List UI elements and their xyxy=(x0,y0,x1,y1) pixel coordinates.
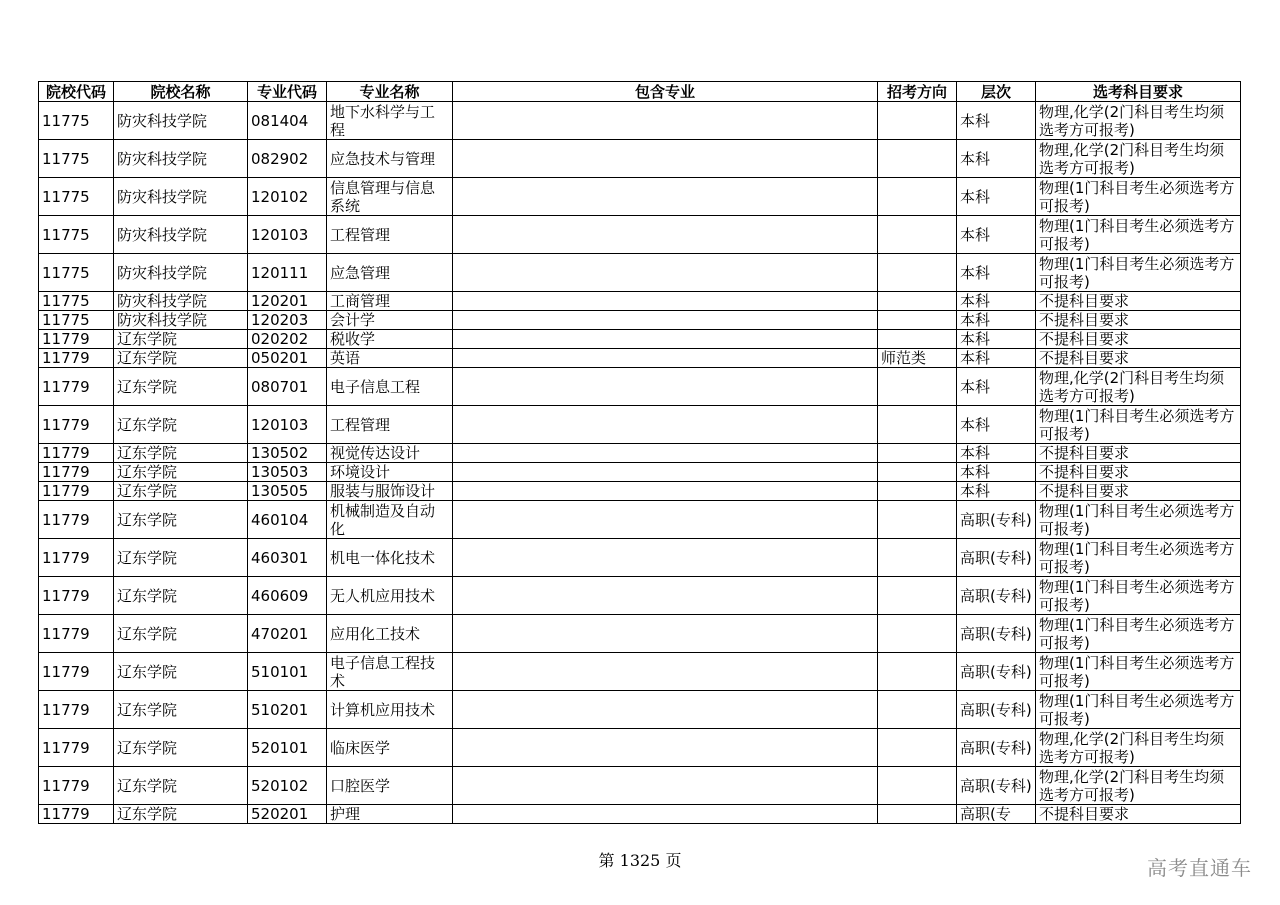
requirement-cell: 物理,化学(2门科目考生均须选考方可报考) xyxy=(1036,140,1241,178)
level-cell: 高职(专科) xyxy=(957,767,1036,805)
direction-cell xyxy=(878,292,957,311)
direction-cell xyxy=(878,691,957,729)
major-code-cell: 081404 xyxy=(248,102,327,140)
direction-cell xyxy=(878,577,957,615)
school-name-cell: 防灾科技学院 xyxy=(114,216,248,254)
requirement-cell: 物理(1门科目考生必须选考方可报考) xyxy=(1036,254,1241,292)
table-row xyxy=(39,444,1241,463)
major-name-cell: 信息管理与信息系统 xyxy=(327,178,453,216)
school-code-cell: 11775 xyxy=(39,102,114,140)
direction-cell xyxy=(878,729,957,767)
requirement-cell: 不提科目要求 xyxy=(1036,349,1241,368)
level-cell: 本科 xyxy=(957,368,1036,406)
requirement-cell: 物理(1门科目考生必须选考方可报考) xyxy=(1036,577,1241,615)
major-name-cell: 环境设计 xyxy=(327,463,453,482)
requirement-cell: 物理(1门科目考生必须选考方可报考) xyxy=(1036,691,1241,729)
direction-cell xyxy=(878,463,957,482)
included-majors-cell xyxy=(453,463,878,482)
included-majors-cell xyxy=(453,216,878,254)
major-code-cell: 470201 xyxy=(248,615,327,653)
school-name-cell: 防灾科技学院 xyxy=(114,178,248,216)
school-name-cell: 辽东学院 xyxy=(114,349,248,368)
school-name-cell: 辽东学院 xyxy=(114,539,248,577)
included-majors-cell xyxy=(453,406,878,444)
school-code-cell: 11779 xyxy=(39,767,114,805)
included-majors-cell xyxy=(453,254,878,292)
school-code-cell: 11779 xyxy=(39,615,114,653)
requirement-cell: 不提科目要求 xyxy=(1036,805,1241,824)
table-row xyxy=(39,463,1241,482)
table-row xyxy=(39,539,1241,577)
included-majors-cell xyxy=(453,539,878,577)
page-number: 第 1325 页 xyxy=(598,851,682,870)
major-code-cell: 120103 xyxy=(248,216,327,254)
direction-cell xyxy=(878,444,957,463)
major-code-cell: 520102 xyxy=(248,767,327,805)
major-name-cell: 电子信息工程技术 xyxy=(327,653,453,691)
major-name-cell: 应急技术与管理 xyxy=(327,140,453,178)
level-cell: 本科 xyxy=(957,406,1036,444)
school-name-cell: 防灾科技学院 xyxy=(114,140,248,178)
school-code-cell: 11775 xyxy=(39,292,114,311)
included-majors-cell xyxy=(453,292,878,311)
header-school-code: 院校代码 xyxy=(39,82,114,102)
level-cell: 本科 xyxy=(957,444,1036,463)
school-code-cell: 11775 xyxy=(39,216,114,254)
level-cell: 本科 xyxy=(957,178,1036,216)
level-cell: 本科 xyxy=(957,482,1036,501)
major-name-cell: 服装与服饰设计 xyxy=(327,482,453,501)
table-row xyxy=(39,406,1241,444)
level-cell: 本科 xyxy=(957,254,1036,292)
level-cell: 本科 xyxy=(957,311,1036,330)
major-name-cell: 工程管理 xyxy=(327,406,453,444)
major-name-cell: 视觉传达设计 xyxy=(327,444,453,463)
header-level: 层次 xyxy=(957,82,1036,102)
major-code-cell: 510101 xyxy=(248,653,327,691)
direction-cell xyxy=(878,805,957,824)
school-code-cell: 11779 xyxy=(39,653,114,691)
school-code-cell: 11779 xyxy=(39,349,114,368)
admission-table xyxy=(38,81,1241,824)
header-included-majors: 包含专业 xyxy=(453,82,878,102)
school-name-cell: 辽东学院 xyxy=(114,406,248,444)
direction-cell xyxy=(878,501,957,539)
table-row xyxy=(39,577,1241,615)
level-cell: 高职(专科) xyxy=(957,653,1036,691)
table-body xyxy=(39,102,1241,824)
table-row xyxy=(39,330,1241,349)
school-code-cell: 11779 xyxy=(39,805,114,824)
major-name-cell: 无人机应用技术 xyxy=(327,577,453,615)
major-code-cell: 080701 xyxy=(248,368,327,406)
level-cell: 本科 xyxy=(957,140,1036,178)
requirement-cell: 不提科目要求 xyxy=(1036,311,1241,330)
major-code-cell: 120111 xyxy=(248,254,327,292)
school-name-cell: 辽东学院 xyxy=(114,463,248,482)
level-cell: 本科 xyxy=(957,330,1036,349)
school-code-cell: 11775 xyxy=(39,140,114,178)
major-name-cell: 税收学 xyxy=(327,330,453,349)
major-code-cell: 020202 xyxy=(248,330,327,349)
requirement-cell: 物理(1门科目考生必须选考方可报考) xyxy=(1036,653,1241,691)
requirement-cell: 物理,化学(2门科目考生均须选考方可报考) xyxy=(1036,368,1241,406)
school-name-cell: 辽东学院 xyxy=(114,368,248,406)
direction-cell: 师范类 xyxy=(878,349,957,368)
major-code-cell: 520201 xyxy=(248,805,327,824)
requirement-cell: 物理(1门科目考生必须选考方可报考) xyxy=(1036,406,1241,444)
direction-cell xyxy=(878,140,957,178)
major-code-cell: 120201 xyxy=(248,292,327,311)
header-major-code: 专业代码 xyxy=(248,82,327,102)
requirement-cell: 不提科目要求 xyxy=(1036,444,1241,463)
direction-cell xyxy=(878,216,957,254)
requirement-cell: 物理(1门科目考生必须选考方可报考) xyxy=(1036,216,1241,254)
school-name-cell: 辽东学院 xyxy=(114,729,248,767)
table-row xyxy=(39,254,1241,292)
school-name-cell: 辽东学院 xyxy=(114,691,248,729)
included-majors-cell xyxy=(453,444,878,463)
school-code-cell: 11779 xyxy=(39,463,114,482)
table-row xyxy=(39,349,1241,368)
direction-cell xyxy=(878,254,957,292)
major-name-cell: 工程管理 xyxy=(327,216,453,254)
requirement-cell: 物理,化学(2门科目考生均须选考方可报考) xyxy=(1036,102,1241,140)
school-code-cell: 11779 xyxy=(39,501,114,539)
school-code-cell: 11779 xyxy=(39,368,114,406)
requirement-cell: 物理(1门科目考生必须选考方可报考) xyxy=(1036,615,1241,653)
school-name-cell: 辽东学院 xyxy=(114,615,248,653)
major-code-cell: 082902 xyxy=(248,140,327,178)
requirement-cell: 不提科目要求 xyxy=(1036,463,1241,482)
level-cell: 高职(专科) xyxy=(957,501,1036,539)
requirement-cell: 物理(1门科目考生必须选考方可报考) xyxy=(1036,501,1241,539)
major-name-cell: 工商管理 xyxy=(327,292,453,311)
school-name-cell: 辽东学院 xyxy=(114,805,248,824)
school-name-cell: 防灾科技学院 xyxy=(114,311,248,330)
included-majors-cell xyxy=(453,330,878,349)
major-code-cell: 130503 xyxy=(248,463,327,482)
school-code-cell: 11779 xyxy=(39,482,114,501)
table-row xyxy=(39,767,1241,805)
school-name-cell: 辽东学院 xyxy=(114,767,248,805)
school-name-cell: 防灾科技学院 xyxy=(114,292,248,311)
watermark: 高考直通车 xyxy=(1147,856,1252,880)
major-name-cell: 口腔医学 xyxy=(327,767,453,805)
table-row xyxy=(39,292,1241,311)
included-majors-cell xyxy=(453,577,878,615)
school-code-cell: 11779 xyxy=(39,330,114,349)
major-code-cell: 130505 xyxy=(248,482,327,501)
direction-cell xyxy=(878,539,957,577)
included-majors-cell xyxy=(453,767,878,805)
direction-cell xyxy=(878,615,957,653)
included-majors-cell xyxy=(453,102,878,140)
major-code-cell: 120203 xyxy=(248,311,327,330)
major-name-cell: 计算机应用技术 xyxy=(327,691,453,729)
header-major-name: 专业名称 xyxy=(327,82,453,102)
header-row xyxy=(39,82,1241,102)
major-code-cell: 050201 xyxy=(248,349,327,368)
school-name-cell: 辽东学院 xyxy=(114,482,248,501)
major-name-cell: 护理 xyxy=(327,805,453,824)
included-majors-cell xyxy=(453,482,878,501)
included-majors-cell xyxy=(453,501,878,539)
school-name-cell: 辽东学院 xyxy=(114,330,248,349)
table-row xyxy=(39,140,1241,178)
school-name-cell: 辽东学院 xyxy=(114,653,248,691)
table-row xyxy=(39,482,1241,501)
requirement-cell: 物理(1门科目考生必须选考方可报考) xyxy=(1036,539,1241,577)
level-cell: 高职(专科) xyxy=(957,729,1036,767)
major-name-cell: 机械制造及自动化 xyxy=(327,501,453,539)
included-majors-cell xyxy=(453,140,878,178)
direction-cell xyxy=(878,653,957,691)
level-cell: 本科 xyxy=(957,216,1036,254)
direction-cell xyxy=(878,330,957,349)
level-cell: 高职(专科) xyxy=(957,577,1036,615)
major-code-cell: 120102 xyxy=(248,178,327,216)
major-name-cell: 应急管理 xyxy=(327,254,453,292)
header-school-name: 院校名称 xyxy=(114,82,248,102)
school-code-cell: 11779 xyxy=(39,729,114,767)
major-name-cell: 地下水科学与工程 xyxy=(327,102,453,140)
school-name-cell: 辽东学院 xyxy=(114,444,248,463)
level-cell: 高职(专科) xyxy=(957,691,1036,729)
school-name-cell: 防灾科技学院 xyxy=(114,254,248,292)
direction-cell xyxy=(878,767,957,805)
school-code-cell: 11775 xyxy=(39,254,114,292)
table-row xyxy=(39,216,1241,254)
school-code-cell: 11779 xyxy=(39,691,114,729)
requirement-cell: 物理,化学(2门科目考生均须选考方可报考) xyxy=(1036,767,1241,805)
included-majors-cell xyxy=(453,368,878,406)
level-cell: 本科 xyxy=(957,102,1036,140)
included-majors-cell xyxy=(453,691,878,729)
table-row xyxy=(39,102,1241,140)
major-code-cell: 120103 xyxy=(248,406,327,444)
school-code-cell: 11779 xyxy=(39,406,114,444)
level-cell: 高职(专 xyxy=(957,805,1036,824)
requirement-cell: 不提科目要求 xyxy=(1036,330,1241,349)
major-code-cell: 460301 xyxy=(248,539,327,577)
school-code-cell: 11775 xyxy=(39,311,114,330)
table-row xyxy=(39,653,1241,691)
included-majors-cell xyxy=(453,615,878,653)
level-cell: 高职(专科) xyxy=(957,615,1036,653)
major-name-cell: 机电一体化技术 xyxy=(327,539,453,577)
school-code-cell: 11779 xyxy=(39,577,114,615)
table-row xyxy=(39,615,1241,653)
major-name-cell: 电子信息工程 xyxy=(327,368,453,406)
major-name-cell: 临床医学 xyxy=(327,729,453,767)
direction-cell xyxy=(878,368,957,406)
school-code-cell: 11775 xyxy=(39,178,114,216)
major-code-cell: 510201 xyxy=(248,691,327,729)
school-name-cell: 辽东学院 xyxy=(114,501,248,539)
table-row xyxy=(39,311,1241,330)
direction-cell xyxy=(878,102,957,140)
requirement-cell: 物理(1门科目考生必须选考方可报考) xyxy=(1036,178,1241,216)
school-code-cell: 11779 xyxy=(39,539,114,577)
table-row xyxy=(39,729,1241,767)
table-row xyxy=(39,501,1241,539)
major-code-cell: 460609 xyxy=(248,577,327,615)
school-code-cell: 11779 xyxy=(39,444,114,463)
included-majors-cell xyxy=(453,178,878,216)
major-code-cell: 460104 xyxy=(248,501,327,539)
major-name-cell: 会计学 xyxy=(327,311,453,330)
table-row xyxy=(39,805,1241,824)
table-row xyxy=(39,368,1241,406)
major-name-cell: 英语 xyxy=(327,349,453,368)
requirement-cell: 物理,化学(2门科目考生均须选考方可报考) xyxy=(1036,729,1241,767)
school-name-cell: 辽东学院 xyxy=(114,577,248,615)
header-requirement: 选考科目要求 xyxy=(1036,82,1241,102)
included-majors-cell xyxy=(453,349,878,368)
school-name-cell: 防灾科技学院 xyxy=(114,102,248,140)
level-cell: 本科 xyxy=(957,292,1036,311)
requirement-cell: 不提科目要求 xyxy=(1036,292,1241,311)
level-cell: 高职(专科) xyxy=(957,539,1036,577)
major-code-cell: 130502 xyxy=(248,444,327,463)
direction-cell xyxy=(878,406,957,444)
level-cell: 本科 xyxy=(957,463,1036,482)
direction-cell xyxy=(878,178,957,216)
included-majors-cell xyxy=(453,311,878,330)
included-majors-cell xyxy=(453,805,878,824)
direction-cell xyxy=(878,311,957,330)
included-majors-cell xyxy=(453,653,878,691)
table-row xyxy=(39,691,1241,729)
major-code-cell: 520101 xyxy=(248,729,327,767)
included-majors-cell xyxy=(453,729,878,767)
requirement-cell: 不提科目要求 xyxy=(1036,482,1241,501)
header-direction: 招考方向 xyxy=(878,82,957,102)
level-cell: 本科 xyxy=(957,349,1036,368)
major-name-cell: 应用化工技术 xyxy=(327,615,453,653)
table-row xyxy=(39,178,1241,216)
direction-cell xyxy=(878,482,957,501)
